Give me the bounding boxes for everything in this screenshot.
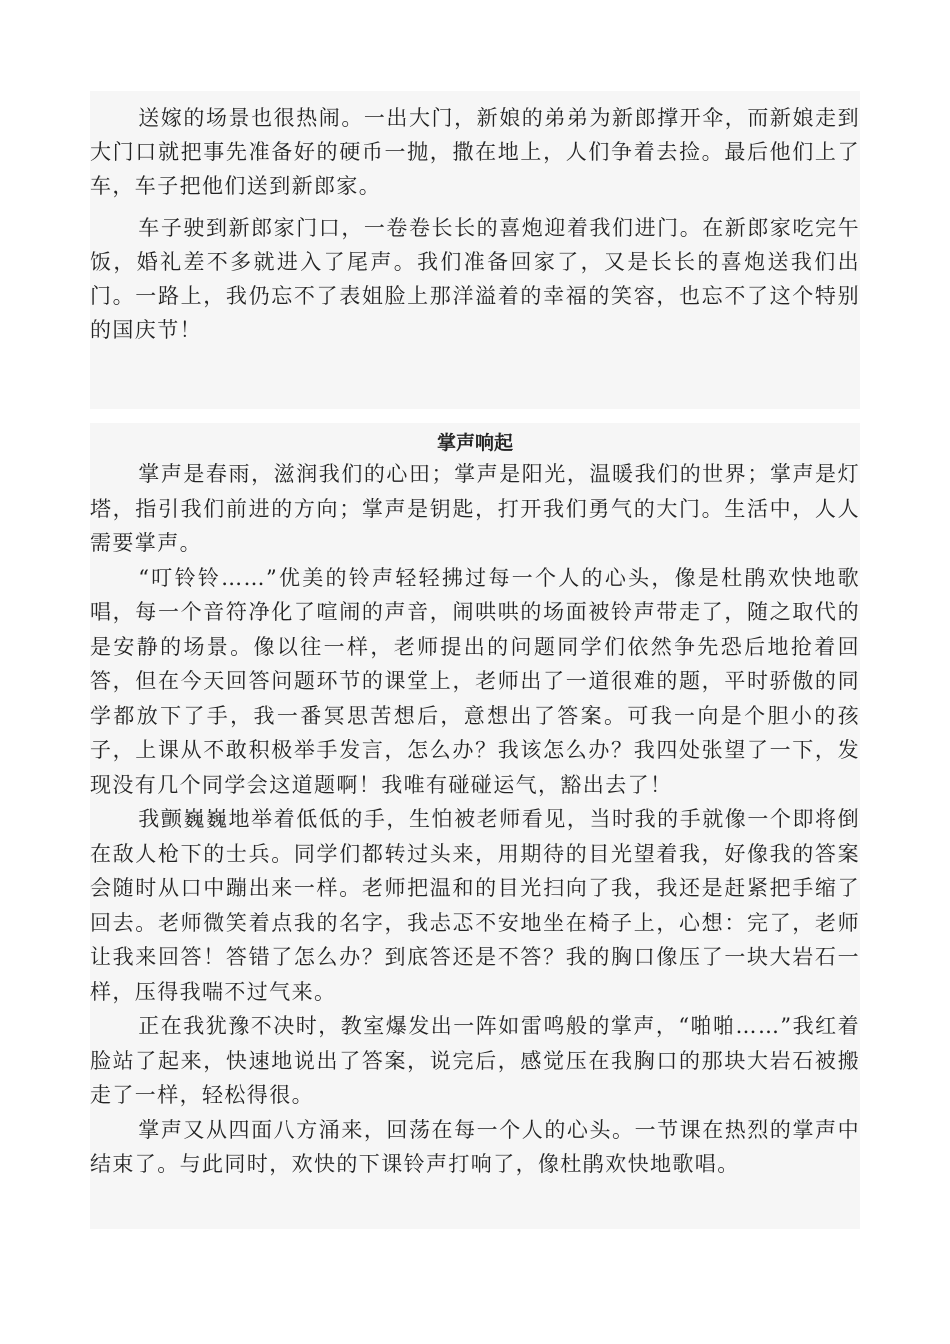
- essay-title: 掌声响起: [436, 432, 513, 454]
- paragraph: 掌声是春雨，滋润我们的心田；掌声是阳光，温暖我们的世界；掌声是灯塔，指引我们前进的方向；掌声是钥匙，打开我们勇气的大门。生活中，人人需要掌声。: [90, 462, 860, 555]
- paragraph: 送嫁的场景也很热闹。一出大门，新娘的弟弟为新郎撑开伞，而新娘走到大门口就把事先准备好的硬币一抛，撒在地上，人们争着去捡。最后他们上了车，车子把他们送到新郎家。: [90, 106, 860, 198]
- paragraph: 我颤巍巍地举着低低的手，生怕被老师看见，当时我的手就像一个即将倒在敌人枪下的士兵。同学们都转过头来，用期待的目光望着我，好像我的答案会随时从口中蹦出来一样。老师把温和的目光扫向了我，我还是赶紧把手缩了回去。老师微笑着点我的名字，我忐忑不安地坐在椅子上，心想：完了，老师让我来回答！答错了怎么办？到底答还是不答？我的胸口像压了一块大岩石一样，压得我喘不过气来。: [90, 807, 860, 1004]
- paragraph: 掌声又从四面八方涌来，回荡在每一个人的心头。一节课在热烈的掌声中结束了。与此同时，欢快的下课铃声打响了，像杜鹃欢快地歌唱。: [90, 1117, 860, 1176]
- essay-end-section: [90, 91, 860, 409]
- paragraph: 车子驶到新郎家门口，一卷卷长长的喜炮迎着我们进门。在新郎家吃完午饭，婚礼差不多就进入了尾声。我们准备回家了，又是长长的喜炮送我们出门。一路上，我仍忘不了表姐脸上那洋溢着的幸福的笑容，也忘不了这个特别的国庆节！: [90, 216, 860, 342]
- paragraph: “叮铃铃……”优美的铃声轻轻拂过每一个人的心头，像是杜鹃欢快地歌唱，每一个音符净化了喧闹的声音，闹哄哄的场面被铃声带走了，随之取代的是安静的场景。像以往一样，老师提出的问题同学们依然争先恐后地抢着回答，但在今天回答问题环节的课堂上，老师出了一道很难的题，平时骄傲的同学都放下了手，我一番冥思苦想后，意想出了答案。可我一向是个胆小的孩子，上课从不敢积极举手发言，怎么办？我该怎么办？我四处张望了一下，发现没有几个同学会这道题啊！我唯有碰碰运气，豁出去了！: [90, 565, 860, 797]
- essay-section: [90, 423, 860, 1229]
- paragraph: 正在我犹豫不决时，教室爆发出一阵如雷鸣般的掌声，“啪啪……”我红着脸站了起来，快速地说出了答案，说完后，感觉压在我胸口的那块大岩石被搬走了一样，轻松得很。: [90, 1014, 860, 1107]
